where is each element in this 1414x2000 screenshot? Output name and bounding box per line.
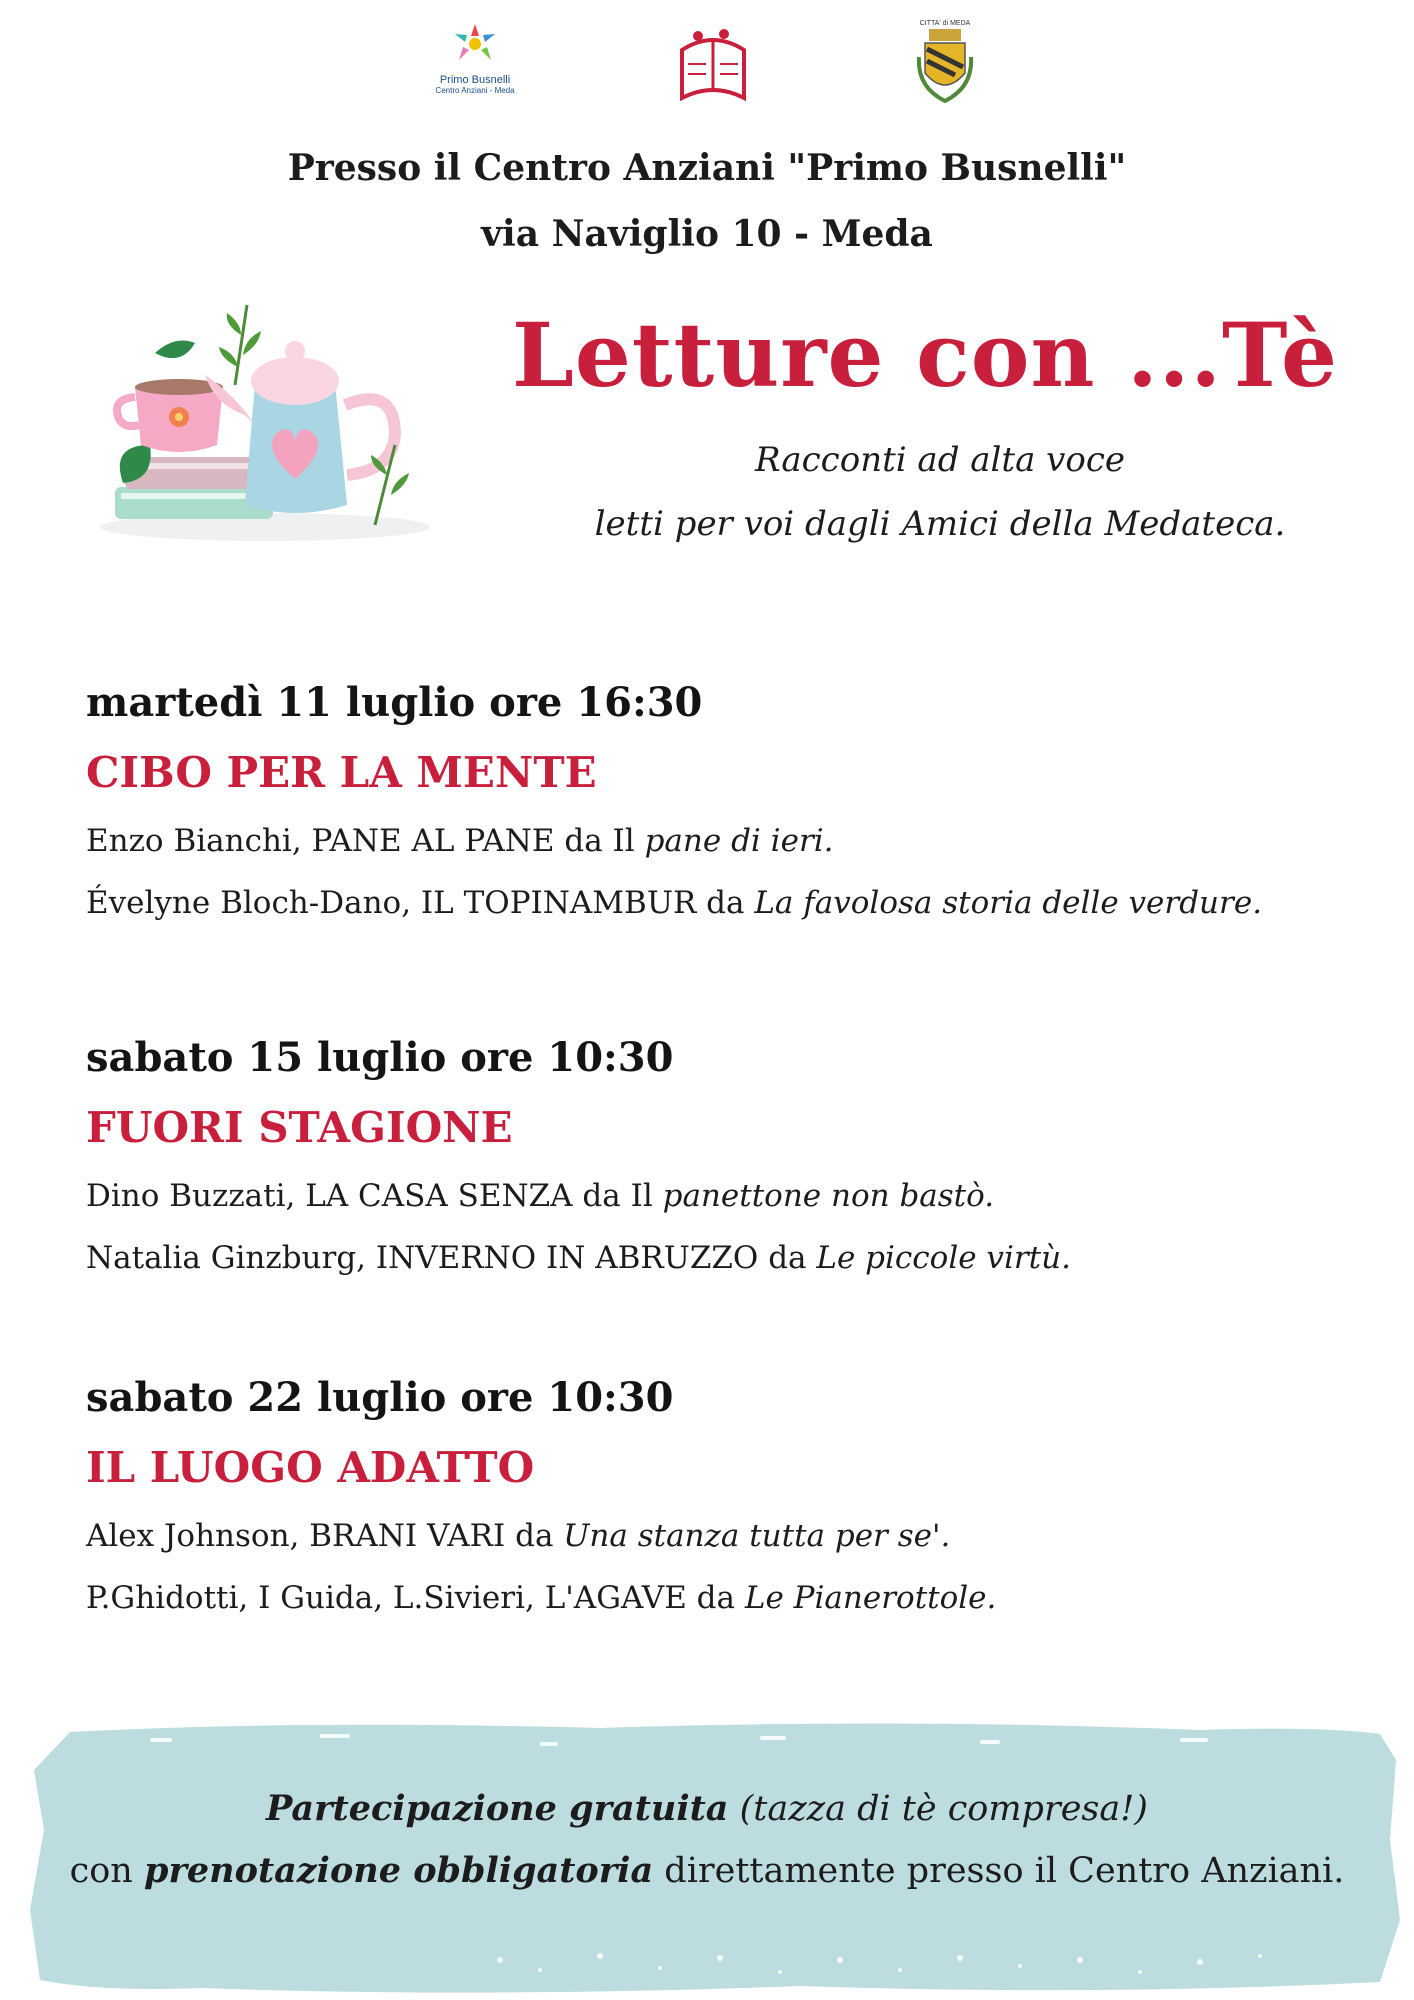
primo-busnelli-logo [420,20,530,110]
teapot-books-illustration [95,295,445,545]
reading-line [86,1174,1346,1218]
amici-medateca-logo [668,20,758,110]
venue-line-2: via Naviglio 10 - Meda [481,213,933,255]
reading-book: Una stanza tutta per se'. [563,1518,951,1554]
reading-author: P.Ghidotti, I Guida, L.Sivieri, L'AGAVE da [86,1580,745,1616]
event-block-1 [86,675,1346,925]
reading-book: pane di ieri. [644,823,834,859]
footer-line-2 [0,1840,1414,1902]
event-theme: IL LUOGO ADATTO [86,1443,535,1492]
reading-line [86,1576,1346,1620]
subtitle-line-1: Racconti ad alta voce [754,440,1125,480]
reading-line [86,1236,1346,1280]
footer-post: direttamente presso il Centro Anziani. [653,1851,1345,1891]
meda-caption: CITTA' di MEDA [919,20,971,27]
subtitle-line-2: letti per voi dagli Amici della Medateca. [594,504,1286,544]
event-theme: CIBO PER LA MENTE [86,748,597,797]
reading-author: Enzo Bianchi, PANE AL PANE da Il [86,823,645,859]
event-subtitle [540,428,1340,556]
reading-line [86,819,1346,863]
event-date: sabato 22 luglio ore 10:30 [86,1374,674,1421]
reading-author: Évelyne Bloch-Dano, IL TOPINAMBUR da [86,885,755,921]
reading-author: Dino Buzzati, LA CASA SENZA da Il [86,1178,663,1214]
footer-participation [0,1778,1414,1902]
people-star-icon [445,20,505,68]
event-date: martedì 11 luglio ore 16:30 [86,679,703,726]
busnelli-name: Primo Busnelli [439,74,511,86]
venue-line-1: Presso il Centro Anziani "Primo Busnelli" [287,147,1127,189]
reading-author: Natalia Ginzburg, INVERNO IN ABRUZZO da [86,1240,817,1276]
event-title: Letture con ...Tè [512,303,1338,407]
logo-bar [0,20,1414,115]
footer-line-1 [0,1778,1414,1840]
busnelli-subtitle: Centro Anziani - Meda [435,86,515,95]
reading-book: panettone non bastò. [662,1178,995,1214]
reading-book: Le Pianerottole. [744,1580,997,1616]
coat-of-arms-icon [915,27,975,105]
event-theme: FUORI STAGIONE [86,1103,513,1152]
reading-line [86,881,1346,925]
citta-di-meda-logo [910,20,980,110]
venue-address [0,135,1414,267]
reading-line [86,1514,1346,1558]
reading-book: Le piccole virtù. [816,1240,1071,1276]
event-block-3 [86,1370,1346,1620]
footer-pre: con [69,1851,144,1891]
reading-book: La favolosa storia delle verdure. [754,885,1263,921]
event-block-2 [86,1030,1346,1280]
reading-author: Alex Johnson, BRANI VARI da [86,1518,564,1554]
tea-included-note: (tazza di tè compresa!) [728,1789,1148,1829]
free-participation: Partecipazione gratuita [266,1788,729,1829]
event-date: sabato 15 luglio ore 10:30 [86,1034,674,1081]
mandatory-booking: prenotazione obbligatoria [143,1850,654,1891]
